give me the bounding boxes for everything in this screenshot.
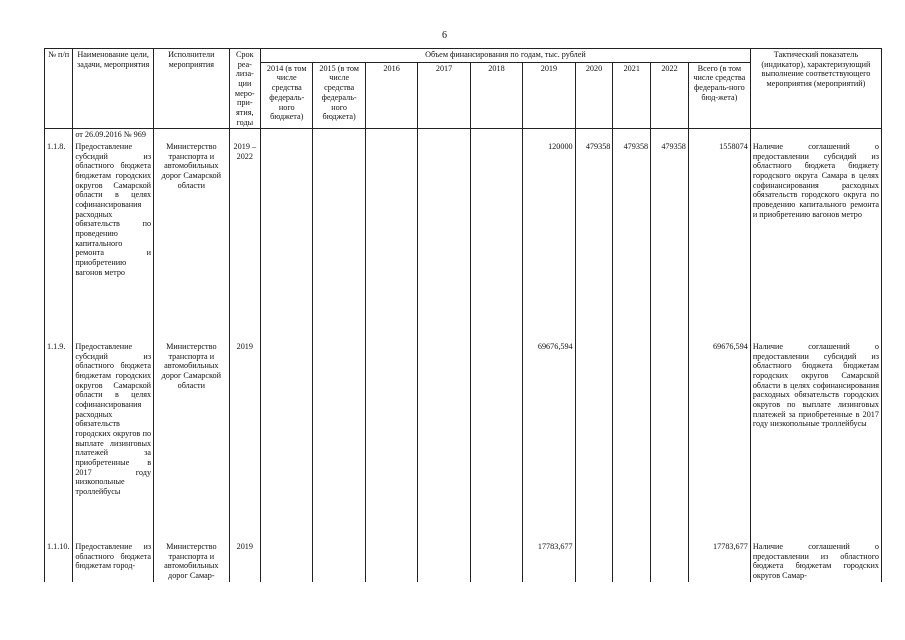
row-y2016 [365,341,417,541]
row-num: 1.1.10. [45,541,73,582]
header-y2020: 2020 [575,62,613,129]
header-y2021: 2021 [613,62,651,129]
header-num: № п/п [45,49,73,129]
row-executor: Министерство транспорта и автомобильных дорог Самар- [154,541,230,582]
row-y2017 [418,341,470,541]
header-y2019: 2019 [523,62,575,129]
row-total: 69676,594 [688,341,750,541]
row-num: 1.1.9. [45,341,73,541]
row-y2020 [575,541,613,582]
header-total: Всего (в том числе средства федераль-ного бюд-жета) [688,62,750,129]
continuation-row [45,129,882,141]
row-y2020 [575,341,613,541]
row-y2016 [365,541,417,582]
header-name: Наименование цели, задачи, мероприятия [73,49,154,129]
header-indicator: Тактический показатель (индикатор), характеризующий выполнение соответствующего мероприятия (мероприятий) [750,49,881,129]
row-y2019: 120000 [523,141,575,341]
row-term: 2019 [229,341,260,541]
funding-table [44,48,882,582]
continuation-text: от 26.09.2016 № 969 [73,129,154,141]
page-number: 6 [442,30,447,41]
row-y2017 [418,541,470,582]
row-y2019: 17783,677 [523,541,575,582]
row-y2014 [261,541,313,582]
row-total: 17783,677 [688,541,750,582]
header-y2018: 2018 [470,62,522,129]
row-total: 1558074 [688,141,750,341]
row-num: 1.1.8. [45,141,73,341]
row-y2018 [470,541,522,582]
row-y2022 [651,341,689,541]
row-name: Предоставление субсидий из областного бюджета бюджетам городских округов Самарской области в целях софинансирования расходных обязательств по проведению капитального ремонта и приобретению вагонов метро [73,141,154,341]
row-y2018 [470,341,522,541]
row-y2016 [365,141,417,341]
row-name: Предоставление из областного бюджета бюджетам город- [73,541,154,582]
row-executor: Министерство транспорта и автомобильных дорог Самарской области [154,341,230,541]
table-row [45,141,882,341]
header-row-1 [45,49,882,63]
row-executor: Министерство транспорта и автомобильных дорог Самарской области [154,141,230,341]
row-indicator: Наличие соглашений о предоставлении из областного бюджета бюджетам городских округов Самар- [750,541,881,582]
row-y2022: 479358 [651,141,689,341]
row-y2018 [470,141,522,341]
row-y2019: 69676,594 [523,341,575,541]
row-y2021 [613,541,651,582]
row-y2021: 479358 [613,141,651,341]
header-funding-title: Объем финансирования по годам, тыс. рублей [261,49,751,63]
row-name: Предоставление субсидий из областного бюджета бюджетам городских округов Самарской области в целях софинансирования расходных обязательств городских округов по выплате лизинговых платежей за приобретенные в 2017 году низкопольные троллейбусы [73,341,154,541]
header-y2015: 2015 (в том числе средства федераль-ного бюджета) [313,62,365,129]
header-term: Срок реа-лиза-ции меро-при-ятия, годы [229,49,260,129]
header-y2017: 2017 [418,62,470,129]
row-y2021 [613,341,651,541]
row-y2017 [418,141,470,341]
row-y2014 [261,341,313,541]
table-row [45,541,882,582]
row-y2014 [261,141,313,341]
row-y2020: 479358 [575,141,613,341]
row-term: 2019 – 2022 [229,141,260,341]
header-y2016: 2016 [365,62,417,129]
header-executors: Исполнители мероприятия [154,49,230,129]
header-y2022: 2022 [651,62,689,129]
row-term: 2019 [229,541,260,582]
header-y2014: 2014 (в том числе средства федераль-ного бюджета) [261,62,313,129]
table-row [45,341,882,541]
row-indicator: Наличие соглашений о предоставлении субсидий из областного бюджета бюджету городского округа Самара в целях софинансирования расходных обязательств городского округа по проведению капитального ремонта и приобретению вагонов метро [750,141,881,341]
row-y2015 [313,541,365,582]
row-y2015 [313,341,365,541]
row-y2015 [313,141,365,341]
row-y2022 [651,541,689,582]
row-indicator: Наличие соглашений о предоставлении субсидий из областного бюджета бюджетам городских округов Самарской области в целях софинансирования расходных обязательств городских округов по выплате лизинговых платежей за приобретенные в 2017 году низкопольные троллейбусы [750,341,881,541]
